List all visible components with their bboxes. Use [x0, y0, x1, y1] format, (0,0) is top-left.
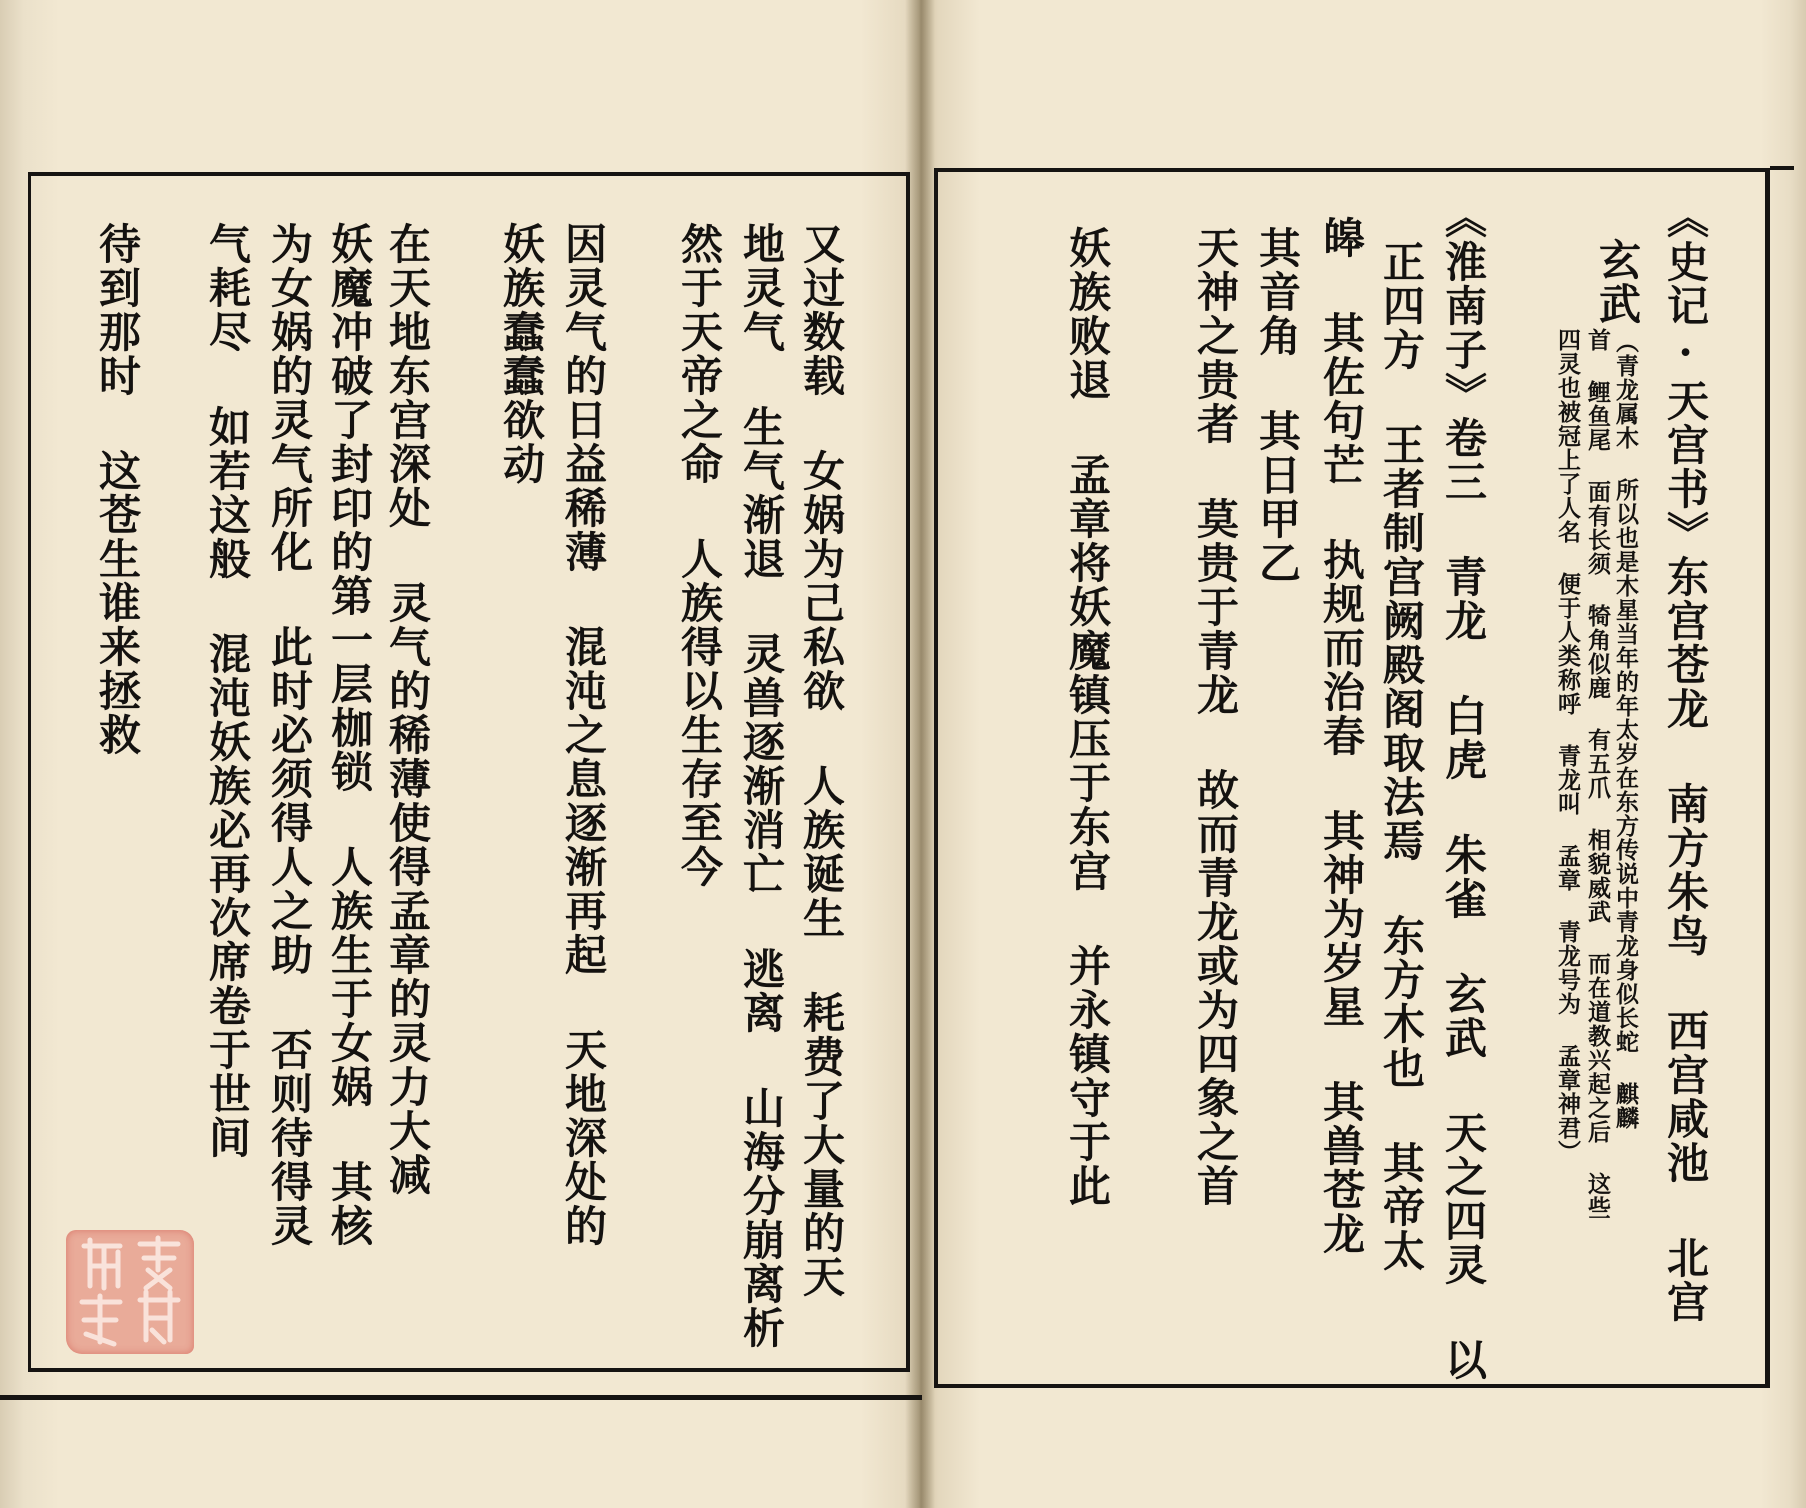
text-column: 妖魔冲破了封印的第一层枷锁 人族生于女娲 其核 [325, 222, 374, 1248]
annotation-column: 首 鲤鱼尾 面有长须 犄角似鹿 有五爪 相貌威武 而在道教兴起之后 这些 [1584, 328, 1611, 1220]
text-column: 玄武 [1593, 238, 1642, 326]
text-column: 因灵气的日益稀薄 混沌之息逐渐再起 天地深处的 [559, 222, 608, 1248]
text-column: 妖族蠢蠢欲动 [497, 222, 546, 486]
text-column: 待到那时 这苍生谁来拯救 [93, 222, 142, 757]
text-column: 然于天帝之命 人族得以生存至今 [675, 222, 724, 889]
text-column: 正四方 王者制宫阙殿阁取法焉 东方木也 其帝太 [1377, 240, 1426, 1273]
seal-glyphs-icon [66, 1230, 194, 1354]
text-column: 气耗尽 如若这般 混沌妖族必再次席卷于世间 [203, 222, 252, 1160]
text-column: 《史记·天宫书》东宫苍龙 南方朱鸟 西宫咸池 北宫 [1661, 196, 1710, 1324]
text-column: 为女娲的灵气所化 此时必须得人之助 否则待得灵 [265, 222, 314, 1248]
text-column: 妖族败退 孟章将妖魔镇压于东宫 并永镇守于此 [1063, 226, 1112, 1208]
text-column-huainanzi: 《淮南子》卷三 青龙 白虎 朱雀 玄武 天之四灵 以 [1439, 196, 1488, 1382]
text-column: 地灵气 生气渐退 灵兽逐渐消亡 逃离 山海分崩离析 [737, 222, 786, 1350]
right-page-frame-corner [1770, 166, 1794, 170]
annotation-column: 四灵也被冠上了人名 便于人类称呼 青龙叫 孟章 青龙号为 孟章神君） [1554, 328, 1581, 1164]
text-column: 又过数载 女娲为己私欲 人族诞生 耗费了大量的天 [797, 222, 846, 1299]
text-column: 其音角 其日甲乙 [1253, 226, 1302, 585]
annotation-column: （青龙属木 所以也是木星当年的年太岁在东方传说中青龙身似长蛇 麒麟 [1612, 330, 1639, 1130]
text-column: 天神之贵者 莫贵于青龙 故而青龙或为四象之首 [1191, 226, 1240, 1208]
text-column: 在天地东宫深处 灵气的稀薄使得孟章的灵力大减 [383, 222, 432, 1197]
left-page-frame-bottom-rule [0, 1395, 922, 1400]
text-column: 皞 其佐句芒 执规而治春 其神为岁星 其兽苍龙 [1317, 216, 1366, 1256]
seal-stamp [66, 1230, 194, 1354]
